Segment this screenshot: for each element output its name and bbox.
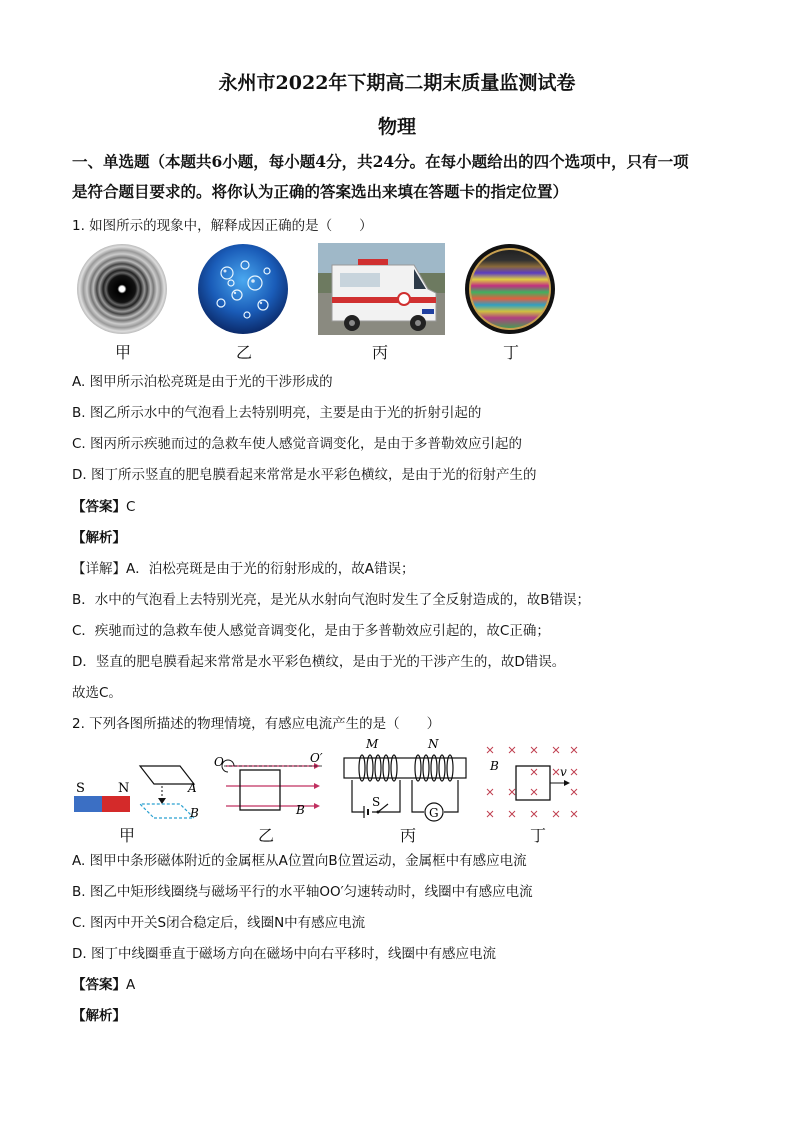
q1-stem: 1. 如图所示的现象中，解释成因正确的是（ ） <box>72 218 373 234</box>
q1-option-b: B. 图乙所示水中的气泡看上去特别明亮，主要是由于光的折射引起的 <box>72 405 482 421</box>
field-lines <box>226 766 314 806</box>
magnet-n-pole <box>102 796 130 812</box>
field-arrow-icons <box>314 763 320 809</box>
q1-option-d: D. 图丁所示竖直的肥皂膜看起来常常是水平彩色横纹，是由于光的衍射产生的 <box>72 467 537 483</box>
ambulance-image <box>318 243 445 335</box>
frame-at-b <box>140 804 194 818</box>
q1-answer <box>72 495 135 515</box>
label-g: G <box>429 806 439 820</box>
q2-answer <box>72 973 135 993</box>
field-cross-icons <box>487 747 577 817</box>
rotating-coil-diagram <box>212 752 332 822</box>
coil-m <box>359 755 397 781</box>
q2-caption-bing: 丙 <box>400 826 417 845</box>
q1-caption-bing: 丙 <box>372 343 389 362</box>
answer-value: A <box>126 977 136 993</box>
q1-caption-yi: 乙 <box>236 343 253 362</box>
q1-detail-4: D．竖直的肥皂膜看起来常常是水平彩色横纹，是由于光的干涉产生的，故D错误。 <box>72 654 566 670</box>
q1-option-a: A. 图甲所示泊松亮斑是由于光的干涉形成的 <box>72 374 333 390</box>
q2-option-c: C. 图丙中开关S闭合稳定后，线圈N中有感应电流 <box>72 915 366 931</box>
q1-caption-jia: 甲 <box>115 343 132 362</box>
answer-label: 【答案】 <box>72 977 126 993</box>
section-heading-line-1: 一、单选题（本题共6小题，每小题4分，共24分。在每小题给出的四个选项中，只有一项 <box>72 152 689 171</box>
q2-option-d: D. 图丁中线圈垂直于磁场方向在磁场中向右平移时，线圈中有感应电流 <box>72 946 496 962</box>
q2-analysis-label: 【解析】 <box>72 1008 126 1024</box>
q1-option-c: C. 图丙所示疾驰而过的急救车使人感觉音调变化，是由于多普勒效应引起的 <box>72 436 523 452</box>
coil-n <box>415 755 453 781</box>
q2-caption-jia: 甲 <box>119 826 136 845</box>
section-heading-line-2: 是符合题目要求的。将你认为正确的答案选出来填在答题卡的指定位置） <box>72 182 569 201</box>
q1-detail-3: C．疾驰而过的急救车使人感觉音调变化，是由于多普勒效应引起的，故C正确； <box>72 623 550 639</box>
label-b-field-ding: B <box>490 759 499 773</box>
magnet-s-pole <box>74 796 102 812</box>
soap-film-image <box>464 243 556 335</box>
q2-stem: 2. 下列各图所描述的物理情境，有感应电流产生的是（ ） <box>72 716 441 732</box>
q2-caption-ding: 丁 <box>530 826 547 845</box>
label-b: B <box>190 806 199 820</box>
section-heading <box>72 147 732 207</box>
coil-in-field-diagram <box>482 744 582 824</box>
label-v: v <box>560 765 567 779</box>
mutual-induction-diagram <box>340 736 470 826</box>
q1-detail-5: 故选C。 <box>72 685 122 701</box>
frame-at-a <box>140 766 194 784</box>
water-bubbles-image <box>197 243 289 335</box>
answer-label: 【答案】 <box>72 499 126 515</box>
q2-option-a: A. 图甲中条形磁体附近的金属框从A位置向B位置运动，金属框中有感应电流 <box>72 853 527 869</box>
label-n: N <box>118 781 130 796</box>
q2-caption-yi: 乙 <box>258 826 275 845</box>
label-a: A <box>188 781 197 795</box>
velocity-arrow-icon <box>564 780 570 786</box>
exam-title: 永州市2022年下期高二期末质量监测试卷 <box>218 72 576 94</box>
subject-title: 物理 <box>377 116 416 138</box>
motion-arrow-icon <box>158 798 166 804</box>
label-m: M <box>366 737 379 751</box>
label-b-field: B <box>296 803 305 817</box>
q1-detail-2: B．水中的气泡看上去特别光亮，是光从水射向气泡时发生了全反射造成的，故B错误； <box>72 592 591 608</box>
label-o: O <box>214 755 224 769</box>
answer-value: C <box>126 499 136 515</box>
q1-detail-1: 【详解】A．泊松亮斑是由于光的衍射形成的，故A错误； <box>72 561 415 577</box>
label-s: S <box>76 781 85 796</box>
q1-analysis-label: 【解析】 <box>72 530 126 546</box>
label-n-coil: N <box>428 737 439 751</box>
rect-coil <box>240 770 280 810</box>
poisson-spot-image <box>76 243 168 335</box>
q2-option-b: B. 图乙中矩形线圈绕与磁场平行的水平轴OO′匀速转动时，线圈中有感应电流 <box>72 884 533 900</box>
label-switch: S <box>372 795 381 809</box>
q1-caption-ding: 丁 <box>503 343 520 362</box>
bar-magnet-diagram <box>70 760 210 822</box>
label-o-prime: O′ <box>310 752 323 765</box>
